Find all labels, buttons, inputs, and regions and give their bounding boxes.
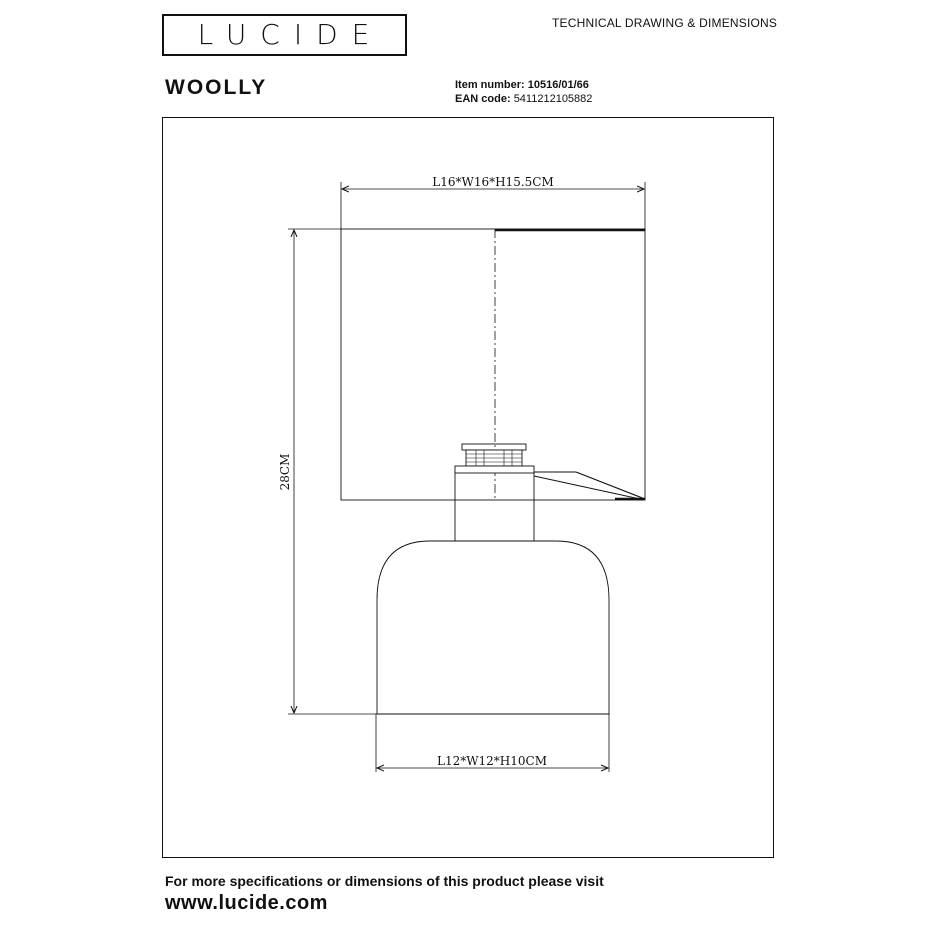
item-number-label: Item number: [455, 79, 525, 91]
shade-spider-arm-lower [534, 476, 640, 499]
shade-spider-arm [576, 472, 645, 499]
lamp-holder [455, 444, 534, 473]
footer-website-link[interactable]: www.lucide.com [165, 892, 328, 914]
height-dimension-label: 28CM [278, 453, 292, 491]
ean-value: 5411212105882 [513, 93, 593, 105]
base-neck [455, 473, 534, 541]
base-body [377, 541, 609, 714]
shade-dimension [341, 175, 645, 230]
base-dimension-label: L12*W12*H10CM [436, 754, 548, 768]
lamp-base [377, 473, 609, 714]
holder-cap [462, 444, 526, 450]
item-number-value: 10516/01/66 [527, 79, 589, 91]
document-title: TECHNICAL DRAWING & DIMENSIONS [552, 16, 778, 30]
brand-logo-text: LUCIDE [197, 18, 384, 51]
height-dimension [278, 229, 378, 714]
footer-note: For more specifications or dimensions of this product please visit [165, 873, 604, 889]
holder-ring [455, 466, 534, 473]
base-dimension [376, 714, 609, 772]
shade-dimension-label: L16*W16*H15.5CM [432, 175, 554, 189]
ean-label: EAN code: [455, 93, 511, 105]
product-name: WOOLLY [165, 76, 268, 99]
